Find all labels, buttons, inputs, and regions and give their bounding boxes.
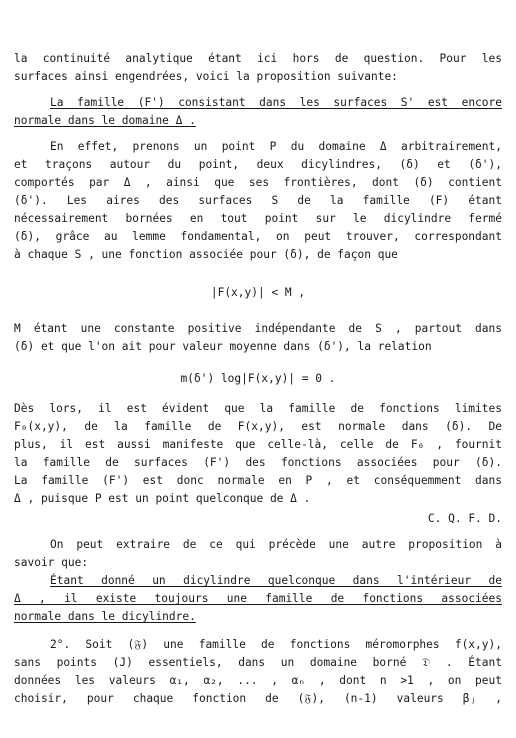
text-line: la famille de surfaces (F') des fonctions associées pour (δ). — [14, 456, 502, 469]
text-line: m(δ') log|F(x,y)| = 0 . — [180, 372, 336, 385]
text-line: la continuité analytique étant ici hors de question. Pour les — [14, 52, 502, 65]
text-line: La famille (F') est donc normale en P , et conséquemment dans — [14, 474, 502, 487]
text-line: C. Q. F. D. — [427, 512, 502, 525]
text-line: Δ , puisque P est un point quelconque de Δ . — [14, 492, 311, 505]
text-line: (δ), grâce au lemme fondamental, on peut trouver, correspondant — [14, 230, 502, 243]
text-line: nécessairement bornées en tout point sur le dicylindre fermé — [14, 212, 502, 225]
text-line: sans points (J) essentiels, dans un domaine borné 𝔇 . Étant — [14, 656, 502, 669]
text-line: Dès lors, il est évident que la famille de fonctions limites — [14, 402, 502, 415]
text-line: F₀(x,y), de la famille de F(x,y), est normale dans (δ). De — [14, 420, 502, 433]
text-line: normale dans le domaine Δ . — [14, 114, 196, 127]
text-line: données les valeurs α₁, α₂, ... , αₙ , dont n >1 , on peut — [14, 674, 502, 687]
text-line: |F(x,y)| < M , — [210, 286, 306, 299]
text-line: 2°. Soit (𝔉) une famille de fonctions méromorphes f(x,y), — [50, 638, 502, 651]
text-line: Étant donné un dicylindre quelconque dans l'intérieur de — [50, 574, 502, 587]
text-line: plus, il est aussi manifeste que celle-là, celle de F₀ , fournit — [14, 438, 502, 451]
text-line: choisir, pour chaque fonction de (𝔉), (n-1) valeurs βⱼ , — [14, 692, 502, 705]
text-line: comportés par Δ , ainsi que ses frontières, dont (δ) contient — [14, 176, 502, 189]
text-line: (δ) et que l'on ait pour valeur moyenne dans (δ'), la relation — [14, 340, 432, 353]
text-line: normale dans le dicylindre. — [14, 610, 196, 623]
text-line: savoir que: — [14, 556, 89, 569]
text-line: M étant une constante positive indépendante de S , partout dans — [14, 322, 502, 335]
text-line: En effet, prenons un point P du domaine Δ arbitrairement, — [50, 140, 502, 153]
text-line: (δ'). Les aires des surfaces S de la famille (F) étant — [14, 194, 502, 207]
text-line: On peut extraire de ce qui précède une autre proposition à — [50, 538, 502, 551]
text-line: surfaces ainsi engendrées, voici la proposition suivante: — [14, 70, 398, 83]
text-line: La famille (F') consistant dans les surfaces S' est encore — [50, 96, 502, 109]
text-line: et traçons autour du point, deux dicylindres, (δ) et (δ'), — [14, 158, 502, 171]
text-line: Δ , il existe toujours une famille de fonctions associées — [14, 592, 502, 605]
text-line: à chaque S , une fonction associée pour (δ), de façon que — [14, 248, 398, 261]
